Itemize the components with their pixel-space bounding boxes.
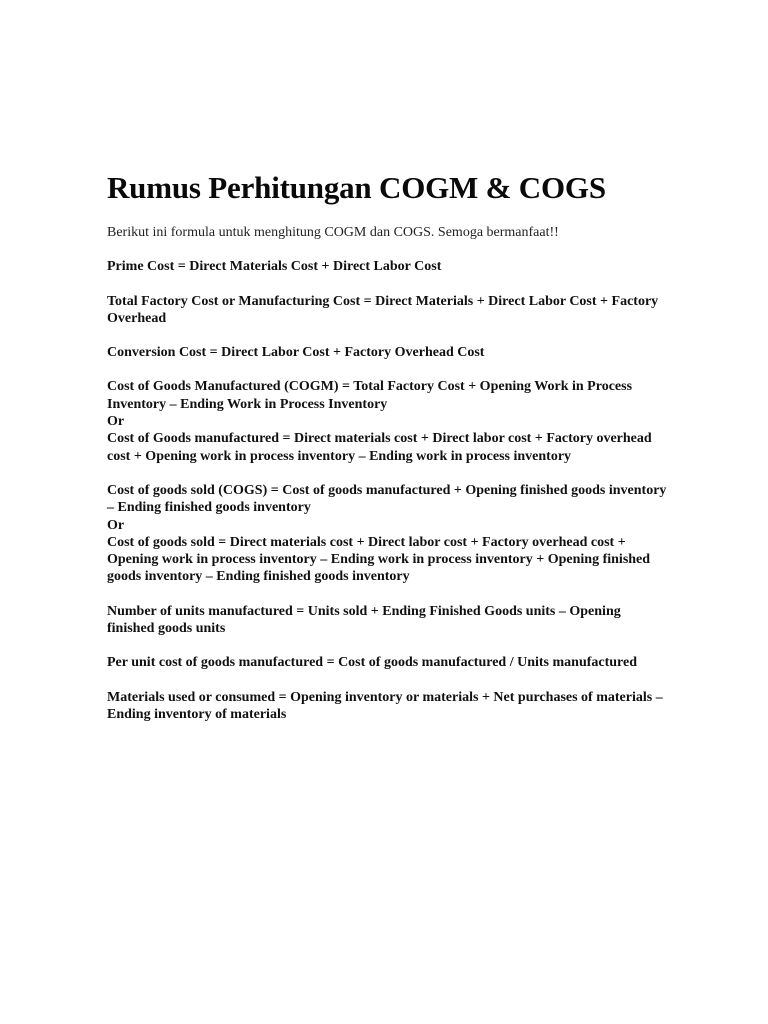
formula-line: Prime Cost = Direct Materials Cost + Direct Labor Cost (107, 259, 442, 275)
formula-cogm (107, 378, 667, 464)
formula-line: Number of units manufactured = Units sold + Ending Finished Goods units – Opening finished goods units (107, 603, 621, 637)
formula-units-manufactured (107, 603, 667, 638)
formula-materials-used (107, 689, 667, 724)
or-separator: Or (107, 414, 125, 430)
formula-per-unit-cost (107, 654, 667, 671)
formula-total-factory-cost (107, 293, 667, 328)
formula-line: Cost of goods sold = Direct materials cost + Direct labor cost + Factory overhead cost + Opening work in process inventory – Ending work in process inventory + Opening finished goods inventory – Ending finished goods inventory (107, 534, 651, 585)
or-separator: Or (107, 517, 125, 533)
intro-text: Berikut ini formula untuk menghitung COGM dan COGS. Semoga bermanfaat!! (107, 225, 559, 240)
document-page (107, 170, 667, 740)
formula-cogs (107, 482, 667, 586)
formula-line: Cost of goods sold (COGS) = Cost of goods manufactured + Opening finished goods inventory – Ending finished goods inventory (107, 482, 667, 516)
formula-line: Materials used or consumed = Opening inventory or materials + Net purchases of materials – Ending inventory of materials (107, 689, 663, 722)
formula-conversion-cost (107, 344, 667, 361)
formula-line: Per unit cost of goods manufactured = Cost of goods manufactured / Units manufactured (107, 655, 638, 671)
formula-line: Cost of Goods manufactured = Direct materials cost + Direct labor cost + Factory overhead cost + Opening work in process inventory – Ending work in process inventory (107, 431, 652, 464)
formula-line: Cost of Goods Manufactured (COGM) = Total Factory Cost + Opening Work in Process Inventory – Ending Work in Process Inventory (107, 379, 633, 412)
formula-prime-cost (107, 258, 667, 275)
formula-line: Conversion Cost = Direct Labor Cost + Factory Overhead Cost (107, 345, 485, 361)
page-title: Rumus Perhitungan COGM & COGS (107, 170, 606, 205)
formula-line: Total Factory Cost or Manufacturing Cost = Direct Materials + Direct Labor Cost + Factory Overhead (107, 293, 659, 326)
